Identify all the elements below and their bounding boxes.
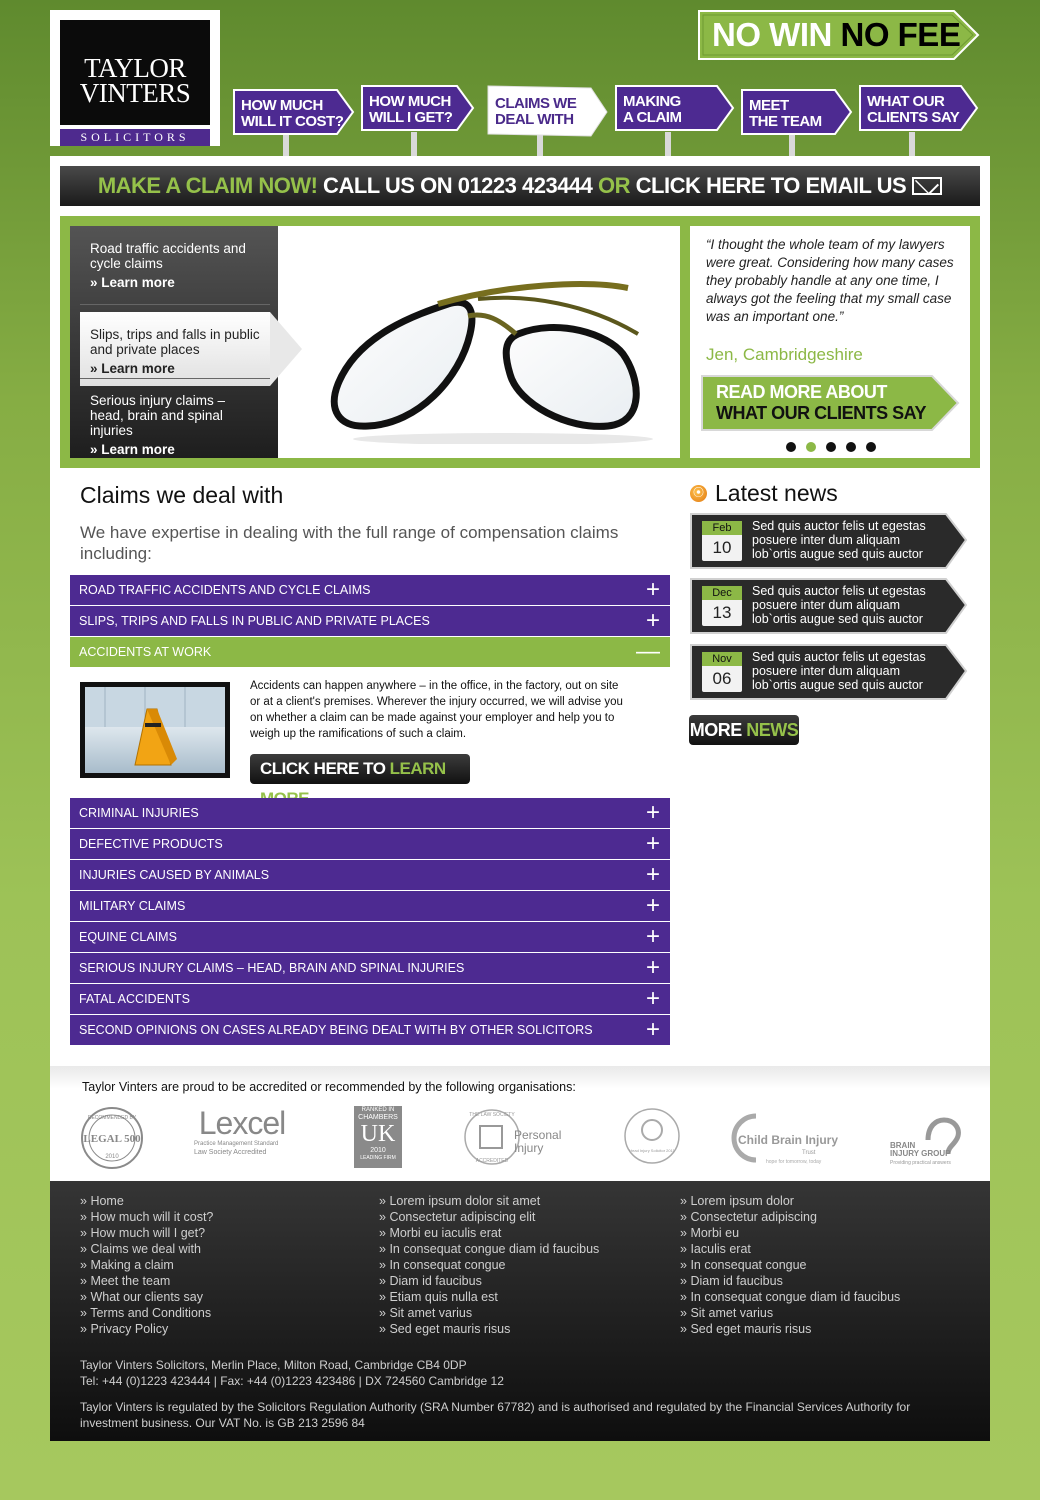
accordion-label: ROAD TRAFFIC ACCIDENTS AND CYCLE CLAIMS [79,583,371,597]
accordion-body-text: Accidents can happen anywhere – in the office, in the factory, out on site or at a client's premises. Wherever the injury occurred, we will advise you on whether a claim can be made against your employer and help you to weigh up the ramifications of such a claim. [250,680,623,740]
accreditations-title: Taylor Vinters are proud to be accredited or recommended by the following organisations: [82,1080,576,1094]
hero-item-text: Serious injury claims – head, brain and spinal injuries [90,393,226,438]
footer-links-col3 [680,1193,900,1337]
make-a-claim-bar[interactable] [60,166,980,206]
claims-title: Claims we deal with [80,482,284,508]
logo-mark [60,20,210,125]
accordion-label: EQUINE CLAIMS [79,930,177,944]
footer-link[interactable]: » Iaculis erat [680,1241,900,1257]
accordion-fatal-accidents[interactable] [70,984,670,1014]
law-society-personal-injury-logo[interactable] [464,1106,570,1168]
no-win-text: NO WIN [712,16,841,53]
slider-dot-active[interactable] [806,442,816,452]
accordion-military-claims[interactable] [70,891,670,921]
nav-how-much-will-it-cost[interactable] [233,84,353,156]
plus-icon[interactable]: + [645,861,660,888]
svg-text:THE LAW SOCIETY: THE LAW SOCIETY [469,1112,515,1118]
accordion-equine-claims[interactable] [70,922,670,952]
brain-injury-group-graphic [888,1106,968,1168]
no-win-no-fee-text [712,17,960,53]
footer-link-team[interactable]: » Meet the team [80,1273,213,1289]
calendar-icon: Nov 06 [702,652,742,692]
plus-icon[interactable]: + [645,923,660,950]
brain-injury-group-logo[interactable] [888,1106,968,1168]
svg-text:RECOMMENDED BY: RECOMMENDED BY [87,1115,137,1121]
footer-link[interactable]: » In consequat congue [680,1257,900,1273]
svg-text:BRAIN: BRAIN [890,1141,916,1150]
svg-text:Providing practical answers: Providing practical answers [890,1160,951,1166]
hero-item-text: Slips, trips and falls in public and private places [90,327,260,357]
footer-link-home[interactable]: » Home [80,1193,213,1209]
or-text: OR [598,173,631,198]
minus-icon[interactable]: — [636,638,660,665]
news-item[interactable] [690,513,968,569]
footer-link[interactable]: » In consequat congue diam id faucibus [680,1289,900,1305]
slider-dot[interactable] [826,442,836,452]
svg-text:Child Brain Injury: Child Brain Injury [738,1133,839,1147]
accordion-label: SLIPS, TRIPS AND FALLS IN PUBLIC AND PRIVATE PLACES [79,614,430,628]
news-title: Latest news [715,480,838,506]
law-society-seal [464,1106,570,1168]
svg-text:Personal: Personal [514,1128,562,1142]
rss-icon[interactable] [690,485,707,502]
no-fee-text: NO FEE [840,16,961,53]
svg-text:INJURY GROUP: INJURY GROUP [890,1149,951,1158]
read-more-clients-button[interactable] [700,374,962,432]
learn-more-link[interactable]: » Learn more [90,361,175,376]
footer-link[interactable]: » In consequat congue diam id faucibus [379,1241,599,1257]
slider-dot[interactable] [846,442,856,452]
accordion-road-traffic[interactable] [70,575,670,605]
footer-links-col1 [80,1193,213,1337]
head-injury-solicitor-logo[interactable] [624,1106,680,1168]
accordion-label: FATAL ACCIDENTS [79,992,190,1006]
footer-link[interactable]: » Morbi eu [680,1225,900,1241]
make-a-claim-text: MAKE A CLAIM NOW! [97,173,318,198]
no-win-no-fee-banner[interactable] [698,10,978,60]
accreditations-strip [50,1066,990,1181]
footer-link-terms[interactable]: » Terms and Conditions [80,1305,213,1321]
slider-dot[interactable] [786,442,796,452]
footer-link[interactable]: » Sit amet varius [680,1305,900,1321]
hero-item-text: Road traffic accidents and cycle claims [90,241,246,271]
footer-link-claims[interactable]: » Claims we deal with [80,1241,213,1257]
accordion-second-opinions[interactable] [70,1015,670,1045]
testimonial-box [690,226,970,458]
accordion-defective-products[interactable] [70,829,670,859]
footer-link[interactable]: » Diam id faucibus [379,1273,599,1289]
more-news-button[interactable]: MORE NEWS [689,715,799,745]
svg-text:Head Injury Solicitor 2011: Head Injury Solicitor 2011 [629,1148,675,1153]
news-text: Sed quis auctor felis ut egestas posuere inter dum aliquam lob`ortis augue sed quis auctor [752,584,926,626]
learn-more-button[interactable]: CLICK HERE TO LEARN [250,754,470,784]
email-us-link[interactable]: CLICK HERE TO EMAIL US [630,173,907,198]
nav-meet-the-team[interactable] [741,84,853,156]
call-us-text: CALL US ON 01223 423444 [317,173,599,198]
footer-link-get[interactable]: » How much will I get? [80,1225,213,1241]
plus-icon[interactable]: + [645,892,660,919]
footer-link[interactable]: » Consectetur adipiscing elit [379,1209,599,1225]
footer-link[interactable]: » In consequat congue [379,1257,599,1273]
legal-500-seal [80,1106,144,1170]
svg-text:ACCREDITED: ACCREDITED [475,1158,509,1164]
plus-icon[interactable]: + [645,830,660,857]
plus-icon[interactable]: + [645,607,660,634]
plus-icon[interactable]: + [645,985,660,1012]
testimonial-quote: “I thought the whole team of my lawyers were great. Considering how many cases they probably handle at any one time, I always got the feeling that my small case was an important one.” [706,237,954,324]
footer [50,1181,990,1441]
footer-link[interactable]: » Sed eget mauris risus [680,1321,900,1337]
head-injury-seal [624,1106,680,1168]
nav-label: MAKING A CLAIM [623,93,682,126]
nav-what-our-clients-say[interactable] [859,84,981,156]
read-more-label: READ MORE ABOUT WHAT OUR CLIENTS SAY [716,382,927,423]
hero-panel [60,216,980,468]
contact-line: Tel: +44 (0)1223 423444 | Fax: +44 (0)1223 423486 | DX 724560 Cambridge 12 [80,1374,504,1388]
accordion-label: DEFECTIVE PRODUCTS [79,837,223,851]
hero-claim-list [70,226,278,458]
hero-item-slips-trips[interactable] [80,312,270,386]
nav-label: HOW MUCH WILL I GET? [369,93,453,126]
nav-claims-we-deal-with[interactable] [487,84,609,156]
logo[interactable] [50,10,220,146]
main-content [50,156,990,1066]
svg-text:Trust: Trust [802,1150,816,1156]
accordion-label: MILITARY CLAIMS [79,899,186,913]
accordion-label: SERIOUS INJURY CLAIMS – HEAD, BRAIN AND SPINAL INJURIES [79,961,465,975]
footer-link-privacy[interactable]: » Privacy Policy [80,1321,213,1337]
accordion-label: INJURIES CAUSED BY ANIMALS [79,868,270,882]
logo-line2: VINTERS [79,78,191,108]
accordion-body [70,668,670,798]
news-item[interactable] [690,644,968,700]
plus-icon[interactable]: + [645,1016,660,1043]
regulation-text: Taylor Vinters is regulated by the Solicitors Regulation Authority (SRA Number 67782) and is authorised and regulated by the Financial Services Authority for investment business. Our VAT No. is GB 213 2596 84 [80,1400,911,1430]
wet-floor-image [80,682,230,778]
nav-label: MEET THE TEAM [749,97,822,130]
footer-address [80,1357,504,1389]
child-brain-injury-trust-logo[interactable] [726,1106,856,1168]
hero-item-serious-injury[interactable] [80,378,270,457]
svg-text:hope for tomorrow, today: hope for tomorrow, today [766,1159,822,1165]
logo-line1: TAYLOR [84,53,186,83]
footer-link[interactable]: » Consectetur adipiscing [680,1209,900,1225]
claims-intro: We have expertise in dealing with the full range of compensation claims including: [80,523,619,563]
envelope-icon [912,177,942,195]
testimonial-author: Jen, Cambridgeshire [706,345,863,364]
accordion-criminal-injuries[interactable] [70,798,670,828]
address-line: Taylor Vinters Solicitors, Merlin Place, Milton Road, Cambridge CB4 0DP [80,1358,467,1372]
hero-slider [70,226,680,458]
slider-dot[interactable] [866,442,876,452]
news-item[interactable] [690,578,968,634]
nav-label: HOW MUCH WILL IT COST? [241,97,344,130]
plus-icon[interactable]: + [645,954,660,981]
svg-text:LEGAL 500: LEGAL 500 [83,1133,141,1145]
glasses-image [328,274,668,444]
divider [80,304,270,305]
nav-how-much-will-i-get[interactable] [361,84,473,156]
hero-item-road-traffic[interactable] [80,226,270,300]
child-brain-injury-graphic [726,1106,856,1168]
calendar-icon: Dec 13 [702,586,742,626]
footer-link[interactable]: » Morbi eu iaculis erat [379,1225,599,1241]
learn-more-link[interactable]: » Learn more [90,442,175,457]
logo-subtitle: SOLICITORS [60,129,210,146]
accordion-label: SECOND OPINIONS ON CASES ALREADY BEING DEALT WITH BY OTHER SOLICITORS [79,1023,593,1037]
nav-label: WHAT OUR CLIENTS SAY [867,93,960,126]
footer-link-clients[interactable]: » What our clients say [80,1289,213,1305]
plus-icon[interactable]: + [645,576,660,603]
accordion-slips-trips[interactable] [70,606,670,636]
footer-link[interactable]: » Lorem ipsum dolor [680,1193,900,1209]
footer-link[interactable]: » Lorem ipsum dolor sit amet [379,1193,599,1209]
plus-icon[interactable]: + [645,799,660,826]
accordion-label: CRIMINAL INJURIES [79,806,199,820]
footer-link[interactable]: » Sit amet varius [379,1305,599,1321]
svg-text:2010: 2010 [105,1154,119,1160]
news-text: Sed quis auctor felis ut egestas posuere inter dum aliquam lob`ortis augue sed quis auctor [752,650,926,692]
nav-making-a-claim[interactable] [615,84,735,156]
accordion-serious-injury[interactable] [70,953,670,983]
wet-floor-sign-graphic [85,687,225,773]
footer-link[interactable]: » Etiam quis nulla est [379,1289,599,1305]
accordion-injuries-animals[interactable] [70,860,670,890]
learn-more-link[interactable]: » Learn more [90,275,175,290]
footer-link[interactable]: » Sed eget mauris risus [379,1321,599,1337]
footer-links-col2 [379,1193,599,1337]
footer-link-making-claim[interactable]: » Making a claim [80,1257,213,1273]
footer-link-cost[interactable]: » How much will it cost? [80,1209,213,1225]
lexcel-logo[interactable]: Lexcel Practice Management Standard Law Society Accredited [194,1105,286,1156]
legal-500-logo[interactable] [80,1106,144,1175]
news-text: Sed quis auctor felis ut egestas posuere inter dum aliquam lob`ortis augue sed quis auctor [752,519,926,561]
chambers-uk-logo[interactable]: RANKED IN CHAMBERS UK 2010 LEADING FIRM [354,1106,402,1168]
calendar-icon: Feb 10 [702,521,742,561]
accordion-accidents-at-work[interactable] [70,637,670,667]
nav-label: CLAIMS WE DEAL WITH [495,95,577,128]
svg-text:Injury: Injury [514,1141,544,1155]
footer-link[interactable]: » Diam id faucibus [680,1273,900,1289]
accordion-label: ACCIDENTS AT WORK [79,645,212,659]
